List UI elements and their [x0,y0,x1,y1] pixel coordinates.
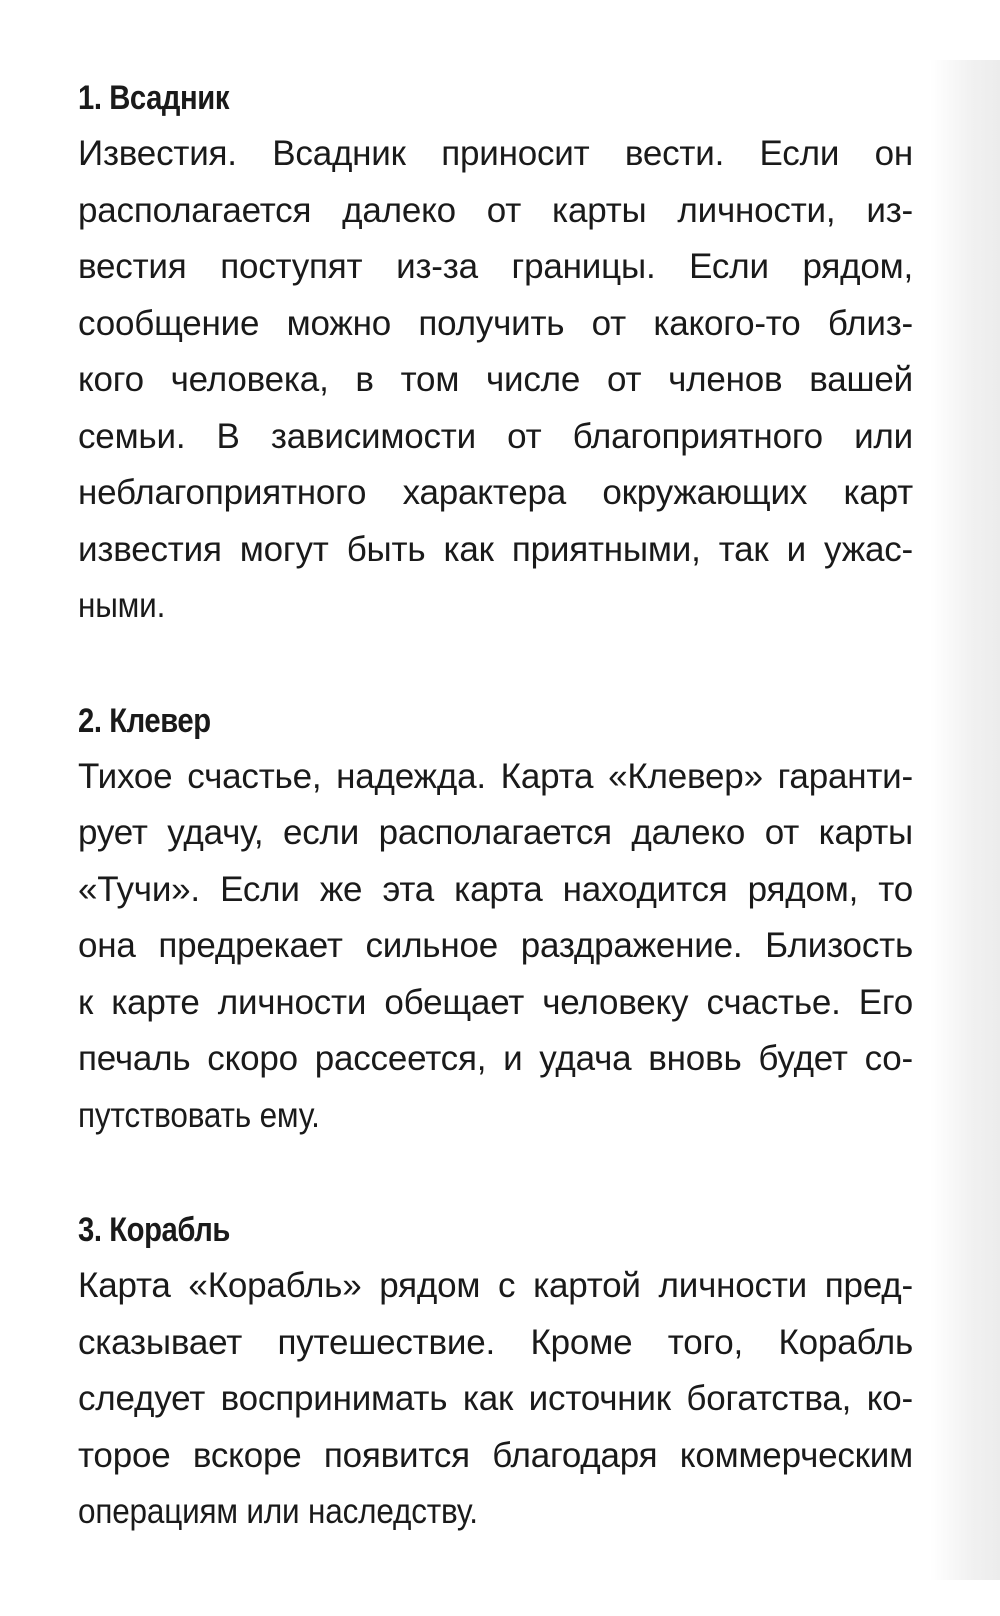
text-line: известия могут быть как приятными, так и ужас- [78,529,913,569]
text-line: располагается далеко от карты личности, из- [78,190,913,230]
section-rider [78,70,913,635]
text-line: к карте личности обещает человеку счастье. Его [78,982,913,1022]
section-ship [78,1202,913,1541]
text-line: рует удачу, если располагается далеко от карты [78,813,913,852]
text-line: Карта «Корабль» рядом с картой личности пред- [78,1266,913,1305]
text-line: она предрекает сильное раздражение. Близость [78,926,913,965]
section-title: 1. Всадник [78,79,230,117]
section-text [78,749,913,1145]
text-line: путствовать ему. [78,1095,320,1135]
text-line: кого человека, в том числе от членов вашей [78,360,913,399]
section-title: 2. Клевер [78,701,211,740]
text-line: Тихое счастье, надежда. Карта «Клевер» гаранти- [78,756,913,796]
text-line: печаль скоро рассеется, и удача вновь будет со- [78,1039,913,1078]
text-line: сообщение можно получить от какого-то близ- [78,303,913,343]
section-clover [78,693,913,1145]
text-line: неблагоприятного характера окружающих карт [78,473,913,512]
text-line: торое вскоре появится благодаря коммерческим [78,1435,913,1475]
section-title: 3. Корабль [78,1211,230,1249]
section-text [78,1258,913,1541]
page-edge-shadow [930,60,1000,1580]
section-text [78,126,913,635]
text-line: Известия. Всадник приносит вести. Если он [78,134,913,173]
text-line: вестия поступят из-за границы. Если рядом, [78,247,913,286]
text-line: семьи. В зависимости от благоприятного или [78,416,913,456]
text-line: «Тучи». Если же эта карта находится рядом, то [78,869,913,909]
text-line: операциям или наследству. [78,1492,478,1531]
text-line: ными. [78,586,166,625]
document-content [78,70,913,1541]
text-line: сказывает путешествие. Кроме того, Корабль [78,1322,913,1362]
text-line: следует воспринимать как источник богатства, ко- [78,1379,913,1418]
